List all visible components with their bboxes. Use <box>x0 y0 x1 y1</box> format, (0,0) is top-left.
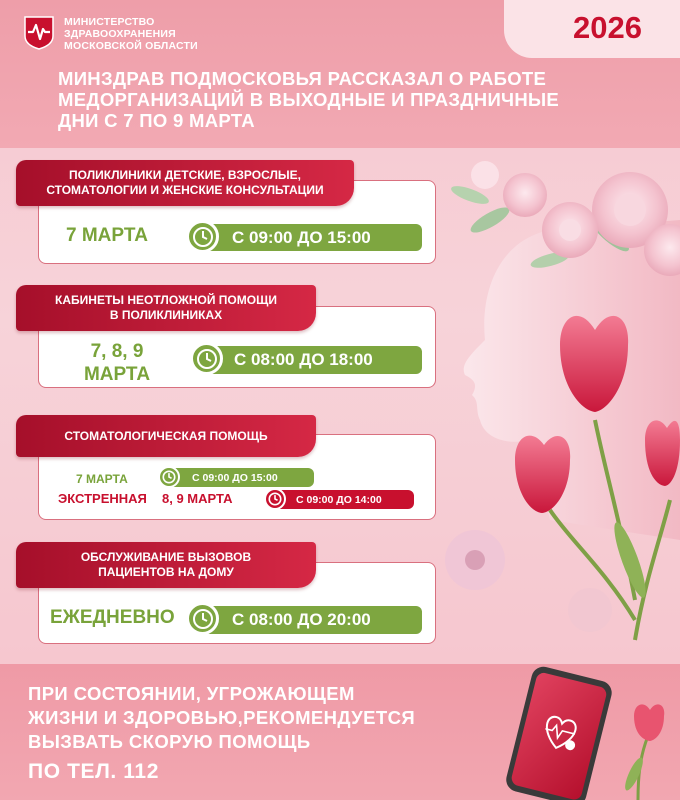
footer-line: ВЫЗВАТЬ СКОРУЮ ПОМОЩЬ <box>28 731 311 752</box>
hours-text: С 08:00 ДО 18:00 <box>234 350 373 369</box>
hours-text: С 08:00 ДО 20:00 <box>232 610 371 629</box>
card-date: 7 МАРТА <box>66 225 148 246</box>
card-date-line: МАРТА <box>83 364 151 385</box>
emergency-hours-pill <box>272 490 414 509</box>
card-date <box>72 340 162 386</box>
clock-icon <box>186 220 219 253</box>
hours-pill <box>196 606 422 634</box>
card-date: ЕЖЕДНЕВНО <box>50 607 175 628</box>
emergency-phone: ПО ТЕЛ. 112 <box>28 760 159 783</box>
card-title-line: КАБИНЕТЫ НЕОТЛОЖНОЙ ПОМОЩИ <box>55 293 277 307</box>
card-title-ribbon <box>16 285 316 331</box>
headline-line: МИНЗДРАВ ПОДМОСКОВЬЯ РАССКАЗАЛ О РАБОТЕ <box>58 68 547 89</box>
hours-text: С 09:00 ДО 14:00 <box>296 493 382 506</box>
card-title-line: ОБСЛУЖИВАНИЕ ВЫЗОВОВ <box>80 550 252 564</box>
hours-pill <box>166 468 314 487</box>
card-title-line: СТОМАТОЛОГИИ И ЖЕНСКИЕ КОНСУЛЬТАЦИИ <box>46 183 324 197</box>
ministry-line: ЗДРАВООХРАНЕНИЯ <box>64 28 176 40</box>
card-title-line: СТОМАТОЛОГИЧЕСКАЯ ПОМОЩЬ <box>64 428 268 443</box>
card-title-line: ПОЛИКЛИНИКИ ДЕТСКИЕ, ВЗРОСЛЫЕ, <box>69 168 301 182</box>
footer-line: ПРИ СОСТОЯНИИ, УГРОЖАЮЩЕМ <box>28 683 355 704</box>
card-title-ribbon <box>16 160 354 206</box>
hours-text: С 09:00 ДО 15:00 <box>192 471 278 484</box>
smartphone-icon <box>488 666 668 800</box>
clock-icon <box>190 342 223 375</box>
year-label: 2026 <box>573 10 642 45</box>
hours-pill <box>200 346 422 374</box>
emergency-label: ЭКСТРЕННАЯ <box>58 491 147 506</box>
footer-advice <box>28 682 415 754</box>
flowers-decoration <box>430 140 680 660</box>
emergency-date: 8, 9 МАРТА <box>162 491 233 506</box>
card-title-ribbon <box>16 542 316 588</box>
card-title-line: В ПОЛИКЛИНИКАХ <box>109 308 223 322</box>
card-date: 7 МАРТА <box>76 472 128 486</box>
card-date-line: 7, 8, 9 <box>90 341 144 362</box>
hours-pill <box>196 224 422 251</box>
clock-icon <box>186 602 219 635</box>
footer-line: ЖИЗНИ И ЗДОРОВЬЮ,РЕКОМЕНДУЕТСЯ <box>28 707 416 728</box>
ministry-line: МОСКОВСКОЙ ОБЛАСТИ <box>64 40 198 52</box>
clock-icon <box>158 466 180 488</box>
clock-icon <box>264 488 286 510</box>
card-title-ribbon <box>16 415 316 457</box>
page-headline <box>58 68 578 131</box>
card-title-line: ПАЦИЕНТОВ НА ДОМУ <box>98 565 234 579</box>
hours-text: С 09:00 ДО 15:00 <box>232 227 371 247</box>
headline-line: МЕДОРГАНИЗАЦИЙ В ВЫХОДНЫЕ И ПРАЗДНИЧНЫЕ <box>58 89 560 110</box>
headline-line: ДНИ С 7 ПО 9 МАРТА <box>58 110 255 131</box>
ministry-name <box>64 16 198 52</box>
ministry-line: МИНИСТЕРСТВО <box>64 16 155 28</box>
ministry-logo-icon <box>22 14 56 50</box>
